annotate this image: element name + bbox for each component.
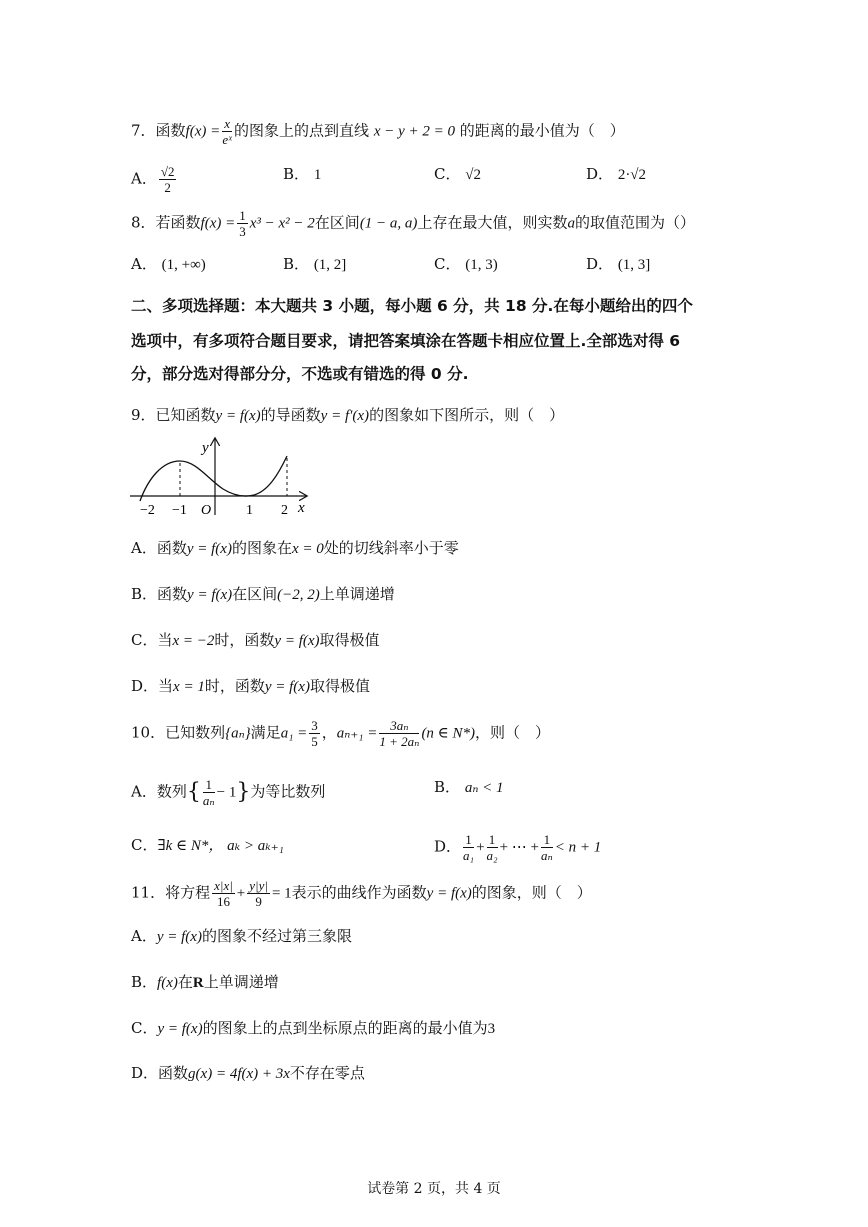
q8-stem-suffix: 的取值范围为（） [574, 213, 695, 232]
q11-term2-numerator: y|y| [249, 878, 268, 893]
q9-derivative-curve [140, 456, 287, 501]
q9-stem-prefix: 9．已知函数 [131, 406, 216, 424]
q10-option-d-term1 [463, 832, 474, 863]
q10-option-a-numerator: 1 [203, 777, 215, 793]
q8-option-a-value: (1, +∞) [161, 257, 206, 273]
q10-option-c-value: ∃k ∈ N*， aₖ > aₖ₊₁ [157, 838, 284, 854]
q11-stem-prefix: 11．将方程 [131, 883, 211, 902]
q10-first-term-denominator: 5 [311, 734, 318, 749]
q9-option-c-math2: y = f(x) [274, 633, 320, 649]
q10-first-term: a₁ = [280, 725, 308, 742]
q11-option-b-post: 上单调递增 [203, 973, 279, 991]
q11-option-c-label: C． [131, 1019, 158, 1037]
q8-stem-prefix: 8．若函数 [131, 213, 201, 232]
q9-option-c-post: 取得极值 [319, 631, 380, 649]
q11-stem [131, 878, 592, 909]
q11-equals: = 1 [271, 885, 292, 902]
q10-option-d-term2-den: a₂ [486, 848, 498, 863]
q9-option-b-math1: y = f(x) [187, 587, 233, 603]
q9-option-d[interactable] [131, 676, 370, 697]
q9-option-c-math1: x = −2 [172, 633, 215, 649]
q11-function: y = f(x) [426, 885, 472, 902]
q10-option-b-label: B． [434, 778, 461, 796]
q8-interval: (1 − a, a) [359, 215, 418, 232]
q8-option-b[interactable] [283, 254, 346, 275]
q11-term2-denominator: 9 [255, 894, 262, 909]
q10-option-d-term1-num: 1 [463, 832, 474, 848]
q11-stem-suffix: 的图象，则（ ） [471, 883, 592, 902]
q8-option-c-label: C． [434, 255, 461, 273]
q8-stem-middle: 在区间 [314, 213, 360, 232]
q7-stem [131, 116, 625, 147]
q10-stem [131, 718, 550, 749]
q9-option-a-label: A． [131, 539, 157, 557]
q9-stem [131, 405, 564, 426]
q10-option-a-right-brace: } [236, 779, 251, 805]
q8-stem-middle2: 上存在最大值，则实数 [417, 213, 568, 232]
q10-option-a-rest: − 1 [216, 784, 237, 801]
q11-term1-numerator: x|x| [214, 878, 233, 893]
q9-option-a-mid: 的图象在 [231, 539, 292, 557]
q11-option-c-math: y = f(x) [157, 1021, 203, 1037]
q9-derivative: y = f′(x) [320, 408, 370, 424]
q8-option-b-label: B． [283, 255, 310, 273]
q9-option-b-post: 上单调递增 [319, 585, 395, 603]
q7-fraction-numerator: x [224, 116, 231, 131]
q7-option-c-label: C． [434, 165, 461, 183]
q8-variable: a [567, 215, 575, 232]
q7-stem-middle: 的图象上的点到直线 [234, 121, 370, 140]
q11-term2 [247, 878, 270, 909]
q9-option-d-label: D． [131, 677, 159, 695]
q7-option-b-value: 1 [313, 167, 322, 183]
q7-option-a-denominator: 2 [164, 180, 171, 195]
q8-fraction [237, 208, 248, 239]
q11-option-a-math: y = f(x) [156, 929, 202, 945]
q9-option-a-math1: y = f(x) [186, 541, 232, 557]
q10-sequence: {aₙ} [225, 725, 251, 742]
q8-option-d-label: D． [586, 255, 614, 273]
q10-separator: ， [321, 723, 337, 742]
q9-derivative-graph [128, 435, 313, 520]
q9-function: y = f(x) [215, 408, 261, 424]
q10-option-a-fraction [203, 777, 215, 808]
q7-option-a-label: A． [131, 169, 157, 188]
q10-option-d-dots: + ⋯ + [499, 839, 539, 856]
q9-option-d-mid: 时，函数 [204, 677, 265, 695]
q10-option-d-plus: + [476, 839, 485, 856]
q9-tick-minus2: −2 [140, 503, 155, 518]
section2-line1: 二、多项选择题：本大题共 3 小题，每小题 6 分，共 18 分.在每小题给出的四个 [131, 297, 693, 315]
q9-option-d-post: 取得极值 [309, 677, 370, 695]
q11-option-a[interactable] [131, 926, 352, 947]
q9-option-c-label: C． [131, 631, 158, 649]
q9-option-a-post: 处的切线斜率小于零 [323, 539, 459, 557]
q11-term1-denominator: 16 [216, 894, 230, 909]
q10-stem-prefix: 10．已知数列 [131, 723, 226, 742]
q10-recurrence-fraction [379, 718, 419, 749]
q7-line-equation: x − y + 2 = 0 [373, 123, 455, 140]
q10-option-a-denominator: aₙ [202, 793, 215, 808]
q10-option-c[interactable] [131, 835, 284, 856]
q11-option-b-real-set: R [192, 975, 204, 991]
q10-option-d-term3 [541, 832, 553, 863]
q10-option-d-label: D． [434, 837, 462, 856]
q9-option-a-pre: 函数 [156, 539, 187, 557]
q9-option-a[interactable] [131, 538, 459, 559]
q10-first-term-numerator: 3 [311, 718, 318, 733]
q11-option-b-mid: 在 [177, 973, 193, 991]
q11-option-d-post: 不存在零点 [289, 1064, 365, 1082]
q7-option-b[interactable] [283, 164, 321, 185]
q7-option-d[interactable] [586, 164, 646, 185]
q9-option-d-math2: y = f(x) [264, 679, 310, 695]
q8-option-a-label: A． [131, 255, 157, 273]
q8-option-c[interactable] [434, 254, 498, 275]
page-footer: 试卷第 2 页，共 4 页 [367, 1181, 501, 1197]
q10-recurrence: aₙ₊₁ = [336, 725, 378, 742]
q9-tick-origin: O [201, 503, 212, 518]
q9-option-a-math2: x = 0 [291, 541, 324, 557]
q7-option-a[interactable] [131, 164, 178, 195]
q11-option-a-label: A． [131, 927, 157, 945]
q9-option-c[interactable] [131, 630, 380, 651]
q10-condition: (n ∈ N*) [421, 725, 476, 742]
q7-stem-suffix: 的距离的最小值为（ ） [459, 121, 625, 140]
q9-option-b-pre: 函数 [157, 585, 188, 603]
q10-first-term-fraction [309, 718, 320, 749]
q8-option-d[interactable] [586, 254, 650, 275]
q9-option-d-math1: x = 1 [173, 679, 205, 695]
q9-stem-suffix: 的图象如下图所示，则（ ） [369, 406, 565, 424]
q11-option-d-math: g(x) = 4f(x) + 3x [188, 1066, 290, 1082]
q11-stem-middle: 表示的曲线作为函数 [291, 883, 427, 902]
q8-expression: x³ − x² − 2 [249, 215, 315, 232]
q10-option-a[interactable] [131, 777, 325, 808]
q10-option-c-label: C． [131, 836, 158, 854]
q10-option-b[interactable] [434, 777, 504, 798]
q11-option-d-label: D． [131, 1064, 159, 1082]
q7-option-a-fraction [159, 164, 177, 195]
q9-stem-middle: 的导函数 [260, 406, 321, 424]
q7-option-c[interactable] [434, 164, 481, 185]
q8-stem [131, 208, 695, 239]
q7-option-b-label: B． [283, 165, 310, 183]
q10-option-a-post: 为等比数列 [250, 782, 326, 801]
q9-tick-2: 2 [281, 503, 288, 518]
q10-option-d-term3-den: aₙ [540, 848, 553, 863]
q11-option-c[interactable] [131, 1018, 495, 1039]
q10-stem-middle: 满足 [250, 723, 281, 742]
q7-function: f(x) = [185, 123, 221, 140]
q7-option-d-value: 2·√2 [617, 167, 647, 183]
q8-option-d-value: (1, 3] [617, 257, 651, 273]
q9-option-b-math2: (−2, 2) [277, 587, 320, 603]
section2-line2: 选项中，有多项符合题目要求，请把答案填涂在答题卡相应位置上.全部选对得 6 [131, 332, 681, 350]
q9-tick-minus1: −1 [172, 503, 187, 518]
q7-fraction-denominator: eˣ [222, 132, 232, 147]
q8-fraction-numerator: 1 [239, 208, 246, 223]
q9-x-label: x [298, 500, 305, 516]
q7-option-d-label: D． [586, 165, 614, 183]
q9-tick-1: 1 [246, 503, 253, 518]
q9-option-b[interactable] [131, 584, 395, 605]
q10-option-a-left-brace: { [186, 779, 201, 805]
section2-line3: 分，部分选对得部分分，不选或有错选的得 0 分. [131, 365, 469, 383]
q11-term1 [212, 878, 235, 909]
q8-fraction-denominator: 3 [239, 224, 246, 239]
q11-option-d-pre: 函数 [158, 1064, 189, 1082]
q10-option-d-term2-num: 1 [487, 832, 498, 848]
q10-option-d-term3-num: 1 [541, 832, 553, 848]
q10-stem-suffix: ，则（ ） [475, 723, 551, 742]
q8-function: f(x) = [200, 215, 236, 232]
q7-fraction [222, 116, 232, 147]
q9-option-d-pre: 当 [158, 677, 174, 695]
q11-option-d[interactable] [131, 1063, 365, 1084]
q10-option-a-label: A． [131, 782, 157, 801]
q8-option-c-value: (1, 3) [465, 257, 498, 273]
q11-plus: + [236, 885, 246, 902]
q11-option-b-math: f(x) [157, 975, 178, 991]
q10-option-d[interactable] [434, 832, 601, 863]
q9-option-c-pre: 当 [157, 631, 173, 649]
q11-option-c-tail: 3 [487, 1021, 496, 1037]
q10-option-a-pre: 数列 [156, 782, 187, 801]
q7-option-c-value: √2 [465, 167, 481, 183]
q9-option-b-mid: 在区间 [232, 585, 278, 603]
q9-option-c-mid: 时，函数 [214, 631, 275, 649]
q7-option-a-numerator: √2 [160, 164, 175, 179]
q7-stem-prefix: 7．函数 [131, 121, 186, 140]
q8-option-b-value: (1, 2] [313, 257, 347, 273]
q11-option-b[interactable] [131, 972, 279, 993]
q10-recurrence-denominator: 1 + 2aₙ [379, 734, 420, 749]
q8-option-a[interactable] [131, 254, 206, 275]
q9-option-b-label: B． [131, 585, 158, 603]
q11-option-c-post: 的图象上的点到坐标原点的距离的最小值为 [202, 1019, 488, 1037]
q10-option-d-term1-den: a₁ [463, 848, 475, 863]
q9-y-label: y [202, 440, 209, 456]
q10-option-d-term2 [487, 832, 498, 863]
q10-option-b-value: aₙ < 1 [464, 780, 504, 796]
q11-option-b-label: B． [131, 973, 158, 991]
q10-recurrence-numerator: 3aₙ [379, 718, 419, 734]
q10-option-d-tail: < n + 1 [554, 839, 602, 856]
q11-option-a-post: 的图象不经过第三象限 [201, 927, 352, 945]
